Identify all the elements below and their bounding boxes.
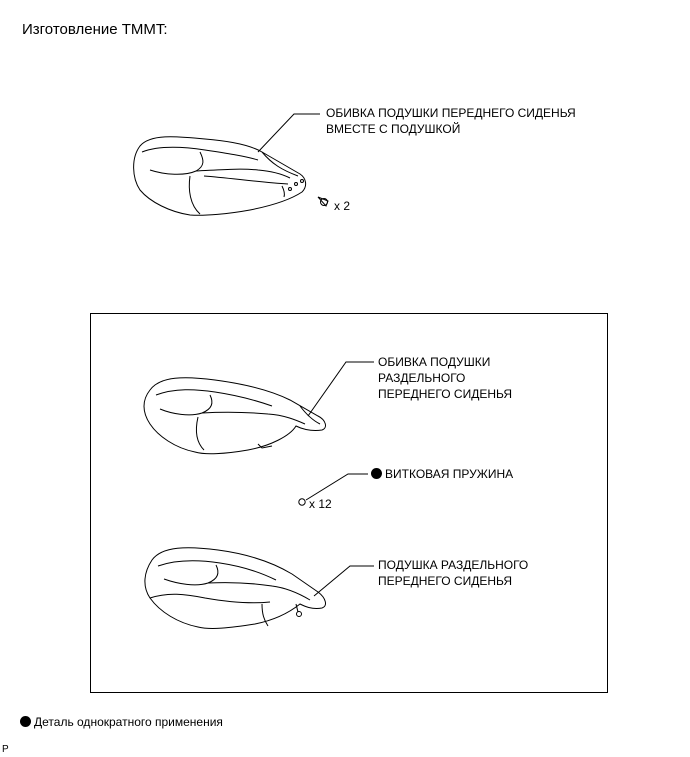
separate-cover-label-line2: РАЗДЕЛЬНОГО [378,371,466,385]
legend-text: Деталь однократного применения [34,715,223,729]
coil-spring-label [371,467,513,482]
separate-cover-label-line1: ОБИВКА ПОДУШКИ [378,355,491,369]
top-cushion-label-line2: ВМЕСТЕ С ПОДУШКОЙ [326,122,461,136]
separate-seat-parts-frame [90,313,608,693]
leader-line-top [258,114,320,152]
footer-code: P [2,744,9,755]
coil-spring-quantity: x 12 [309,497,332,511]
non-reusable-dot-icon [371,468,382,479]
separate-cover-label-line3: ПЕРЕДНЕГО СИДЕНЬЯ [378,387,513,401]
separate-pad-label-line1: ПОДУШКА РАЗДЕЛЬНОГО [378,558,529,572]
top-cushion-label-line1: ОБИВКА ПОДУШКИ ПЕРЕДНЕГО СИДЕНЬЯ [326,106,576,120]
clip-illustration [318,197,328,206]
legend [20,715,223,730]
legend-dot-icon [20,716,31,727]
coil-spring-label-text: ВИТКОВАЯ ПРУЖИНА [385,467,514,481]
page-title: Изготовление TMMT: [22,21,168,38]
separate-pad-label-line2: ПЕРЕДНЕГО СИДЕНЬЯ [378,574,513,588]
seat-cushion-with-cover-illustration [134,137,306,216]
clip-quantity: x 2 [334,199,351,213]
